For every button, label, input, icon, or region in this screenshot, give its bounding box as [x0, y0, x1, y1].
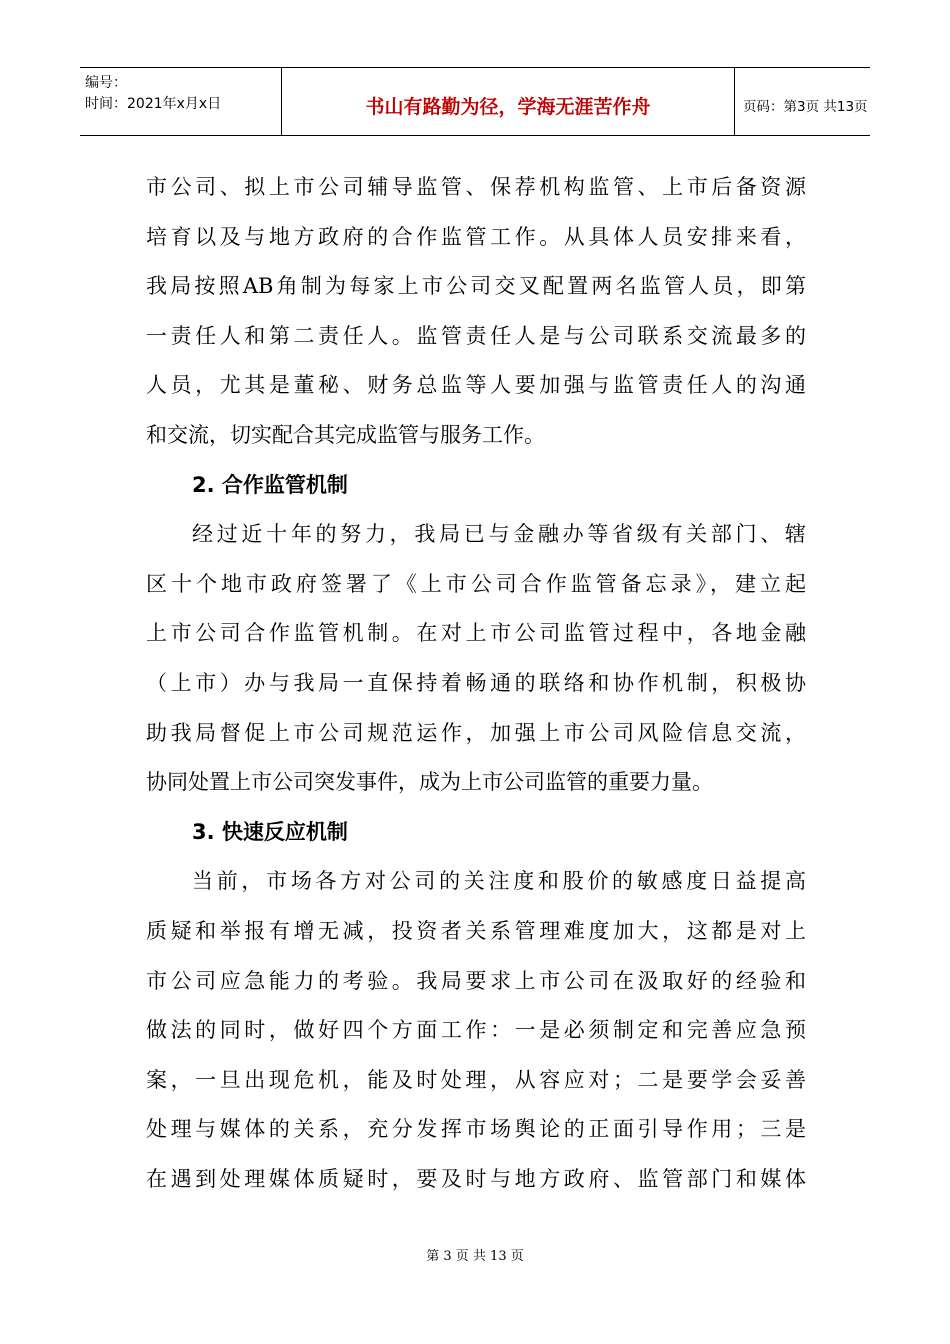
body-line: 做法的同时，做好四个方面工作：一是必须制定和完善应急预: [146, 1018, 806, 1043]
header-motto: 书山有路勤为径，学海无涯苦作舟: [365, 96, 651, 118]
header-motto-cell: [281, 68, 735, 135]
body-line: 质疑和举报有增无减，投资者关系管理难度加大，这都是对上: [146, 918, 806, 943]
body-line: 一责任人和第二责任人。监管责任人是与公司联系交流最多的: [146, 323, 806, 348]
header-page-code: 页码：第3页 共13页: [743, 99, 868, 115]
body-line: 区十个地市政府签署了《上市公司合作监管备忘录》，建立起: [146, 571, 806, 596]
body-line: 当前，市场各方对公司的关注度和股价的敏感度日益提高: [192, 869, 806, 894]
document-body: [146, 163, 806, 1204]
body-line: 助我局督促上市公司规范运作，加强上市公司风险信息交流，: [146, 720, 806, 745]
document-number-label: 编号：: [85, 75, 127, 91]
body-line: 在遇到处理媒体质疑时，要及时与地方政府、监管部门和媒体: [146, 1166, 806, 1191]
body-line: 市公司、拟上市公司辅导监管、保荐机构监管、上市后备资源: [146, 175, 806, 199]
document-header: [80, 67, 870, 136]
document-time-label: 时间：2021年x月x日: [85, 96, 222, 112]
body-line: 处理与媒体的关系，充分发挥市场舆论的正面引导作用；三是: [146, 1117, 806, 1142]
header-page-cell: [735, 68, 870, 135]
body-line: 案，一旦出现危机，能及时处理，从容应对；二是要学会妥善: [146, 1067, 806, 1092]
body-line: 人员，尤其是董秘、财务总监等人要加强与监管责任人的沟通: [146, 373, 806, 398]
body-line: 和交流，切实配合其完成监管与服务工作。: [146, 422, 545, 447]
page-footer: 第 3 页 共 13 页: [426, 1249, 524, 1264]
body-line: 市公司应急能力的考验。我局要求上市公司在汲取好的经验和: [146, 968, 806, 993]
body-line: 上市公司合作监管机制。在对上市公司监管过程中，各地金融: [146, 621, 806, 646]
body-line: 协同处置上市公司突发事件，成为上市公司监管的重要力量。: [146, 770, 713, 795]
section-heading: 3. 快速反应机制: [192, 819, 348, 844]
body-line: 培育以及与地方政府的合作监管工作。从具体人员安排来看，: [146, 224, 806, 249]
section-heading: 2. 合作监管机制: [192, 472, 348, 497]
body-line: （上市）办与我局一直保持着畅通的联络和协作机制，积极协: [146, 670, 806, 695]
body-line: 经过近十年的努力，我局已与金融办等省级有关部门、辖: [192, 522, 806, 547]
header-info-cell: [80, 68, 281, 135]
body-line: 我局按照AB角制为每家上市公司交叉配置两名监管人员，即第: [146, 274, 806, 299]
